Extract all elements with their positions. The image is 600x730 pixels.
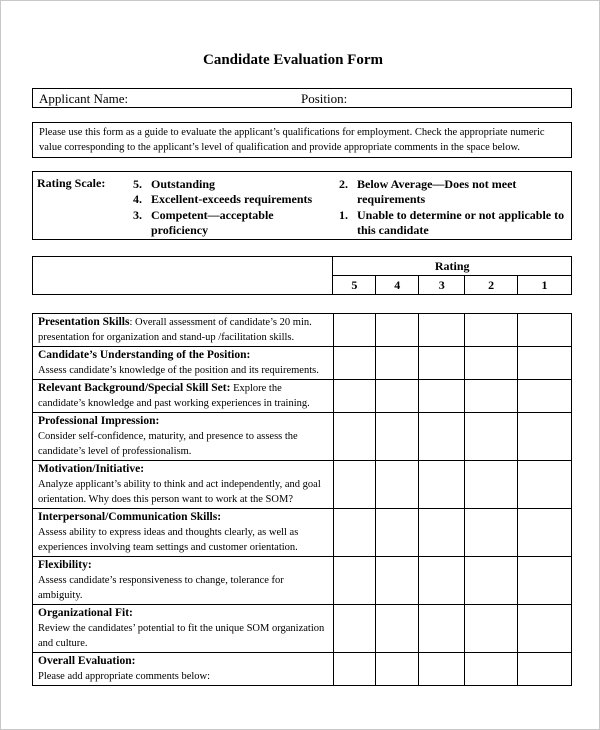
rating-cell-1[interactable]: [518, 413, 572, 461]
rating-cell-3[interactable]: [419, 557, 465, 605]
rating-cell-1[interactable]: [518, 314, 572, 347]
rating-cell-5[interactable]: [333, 605, 376, 653]
rating-cell-2[interactable]: [465, 557, 518, 605]
rating-header-blank: [33, 257, 333, 295]
criteria-title: Relevant Background/Special Skill Set:: [38, 382, 231, 394]
rating-value: 3: [419, 276, 465, 295]
rating-cell-4[interactable]: [376, 314, 419, 347]
rating-cell-3[interactable]: [419, 509, 465, 557]
rating-cell-1[interactable]: [518, 347, 572, 380]
criteria-row: [33, 653, 572, 686]
scale-item: proficiency: [151, 223, 209, 237]
scale-item: requirements: [357, 192, 426, 206]
criteria-title: Motivation/Initiative:: [38, 463, 145, 475]
criteria-description: [33, 380, 334, 413]
rating-cell-3[interactable]: [419, 314, 465, 347]
criteria-text: Review the candidates’ potential to fit the unique SOM organization and culture.: [38, 623, 325, 649]
criteria-description: [33, 314, 334, 347]
rating-cell-3[interactable]: [419, 461, 465, 509]
rating-cell-5[interactable]: [333, 653, 376, 686]
criteria-table: [32, 313, 572, 686]
rating-scale-box: [32, 171, 572, 240]
criteria-text: Please add appropriate comments below:: [38, 671, 211, 682]
rating-value: 5: [333, 276, 376, 295]
rating-value: 4: [376, 276, 419, 295]
criteria-title: Candidate’s Understanding of the Position:: [38, 349, 251, 361]
rating-cell-3[interactable]: [419, 653, 465, 686]
rating-cell-5[interactable]: [333, 413, 376, 461]
rating-cell-2[interactable]: [465, 413, 518, 461]
rating-cell-2[interactable]: [465, 605, 518, 653]
rating-header-table: [32, 256, 572, 295]
criteria-row: [33, 461, 572, 509]
criteria-row: [33, 557, 572, 605]
rating-cell-4[interactable]: [376, 557, 419, 605]
rating-cell-3[interactable]: [419, 413, 465, 461]
criteria-text: Assess ability to express ideas and thoughts clearly, as well as experiences involving team settings and customer orientation.: [38, 527, 299, 553]
rating-cell-5[interactable]: [333, 461, 376, 509]
criteria-description: [33, 605, 334, 653]
rating-cell-2[interactable]: [465, 380, 518, 413]
criteria-text: Consider self-confidence, maturity, and presence to assess the candidate’s level of professionalism.: [38, 431, 298, 457]
criteria-row: [33, 413, 572, 461]
criteria-title: Interpersonal/Communication Skills:: [38, 511, 222, 523]
criteria-text: : Overall assessment of candidate’s 20 min. presentation for organization and stand-up /facilitation skills.: [38, 317, 312, 343]
criteria-description: [33, 557, 334, 605]
criteria-description: [33, 413, 334, 461]
criteria-description: [33, 653, 334, 686]
scale-item: this candidate: [357, 223, 429, 237]
scale-item: 3. Competent—acceptable: [133, 208, 274, 222]
rating-cell-1[interactable]: [518, 461, 572, 509]
rating-cell-3[interactable]: [419, 605, 465, 653]
rating-cell-1[interactable]: [518, 557, 572, 605]
criteria-text: Analyze applicant’s ability to think and act independently, and goal orientation. Why does this person want to work at the SOM?: [38, 479, 321, 505]
rating-header-label: Rating: [333, 257, 572, 276]
criteria-title: Professional Impression:: [38, 415, 160, 427]
criteria-description: [33, 347, 334, 380]
criteria-title: Flexibility:: [38, 559, 92, 571]
rating-cell-4[interactable]: [376, 380, 419, 413]
criteria-text: Assess candidate’s responsiveness to change, tolerance for ambiguity.: [38, 575, 284, 601]
rating-cell-2[interactable]: [465, 509, 518, 557]
scale-item: 2. Below Average—Does not meet: [339, 177, 517, 191]
criteria-row: [33, 314, 572, 347]
criteria-title: Overall Evaluation:: [38, 655, 136, 667]
rating-value: 2: [465, 276, 518, 295]
scale-item: 1. Unable to determine or not applicable to: [339, 208, 565, 222]
criteria-title: Organizational Fit:: [38, 607, 133, 619]
scale-item: 5. Outstanding: [133, 177, 216, 191]
rating-cell-5[interactable]: [333, 380, 376, 413]
applicant-row: [32, 88, 572, 108]
rating-cell-2[interactable]: [465, 653, 518, 686]
scale-item: 4. Excellent-exceeds requirements: [133, 192, 313, 206]
criteria-title: Presentation Skills: [38, 316, 130, 328]
instructions-box: Please use this form as a guide to evaluate the applicant’s qualifications for employment. Check the appropriate numeric value corresponding to the applicant’s level of qualification and provide appropriate comments in the space below.: [32, 122, 572, 158]
criteria-row: [33, 347, 572, 380]
rating-cell-3[interactable]: [419, 347, 465, 380]
rating-cell-4[interactable]: [376, 347, 419, 380]
rating-cell-5[interactable]: [333, 557, 376, 605]
criteria-text: Assess candidate’s knowledge of the position and its requirements.: [38, 365, 319, 376]
criteria-row: [33, 509, 572, 557]
rating-cell-1[interactable]: [518, 653, 572, 686]
applicant-name-label: Applicant Name:: [39, 91, 129, 106]
criteria-description: [33, 509, 334, 557]
rating-cell-2[interactable]: [465, 461, 518, 509]
rating-cell-5[interactable]: [333, 314, 376, 347]
rating-cell-5[interactable]: [333, 509, 376, 557]
rating-cell-4[interactable]: [376, 509, 419, 557]
criteria-row: [33, 380, 572, 413]
position-label: Position:: [301, 91, 348, 106]
rating-cell-4[interactable]: [376, 413, 419, 461]
rating-cell-4[interactable]: [376, 605, 419, 653]
rating-cell-2[interactable]: [465, 314, 518, 347]
rating-cell-4[interactable]: [376, 461, 419, 509]
rating-cell-2[interactable]: [465, 347, 518, 380]
rating-cell-5[interactable]: [333, 347, 376, 380]
rating-value: 1: [518, 276, 572, 295]
rating-cell-3[interactable]: [419, 380, 465, 413]
rating-cell-1[interactable]: [518, 605, 572, 653]
criteria-row: [33, 605, 572, 653]
rating-cell-4[interactable]: [376, 653, 419, 686]
rating-scale-label: Rating Scale:: [37, 176, 106, 190]
criteria-description: [33, 461, 334, 509]
page-title: Candidate Evaluation Form: [202, 52, 383, 68]
rating-cell-1[interactable]: [518, 509, 572, 557]
criteria-text: Explore the candidate’s knowledge and past working experiences in training.: [38, 383, 310, 409]
rating-cell-1[interactable]: [518, 380, 572, 413]
